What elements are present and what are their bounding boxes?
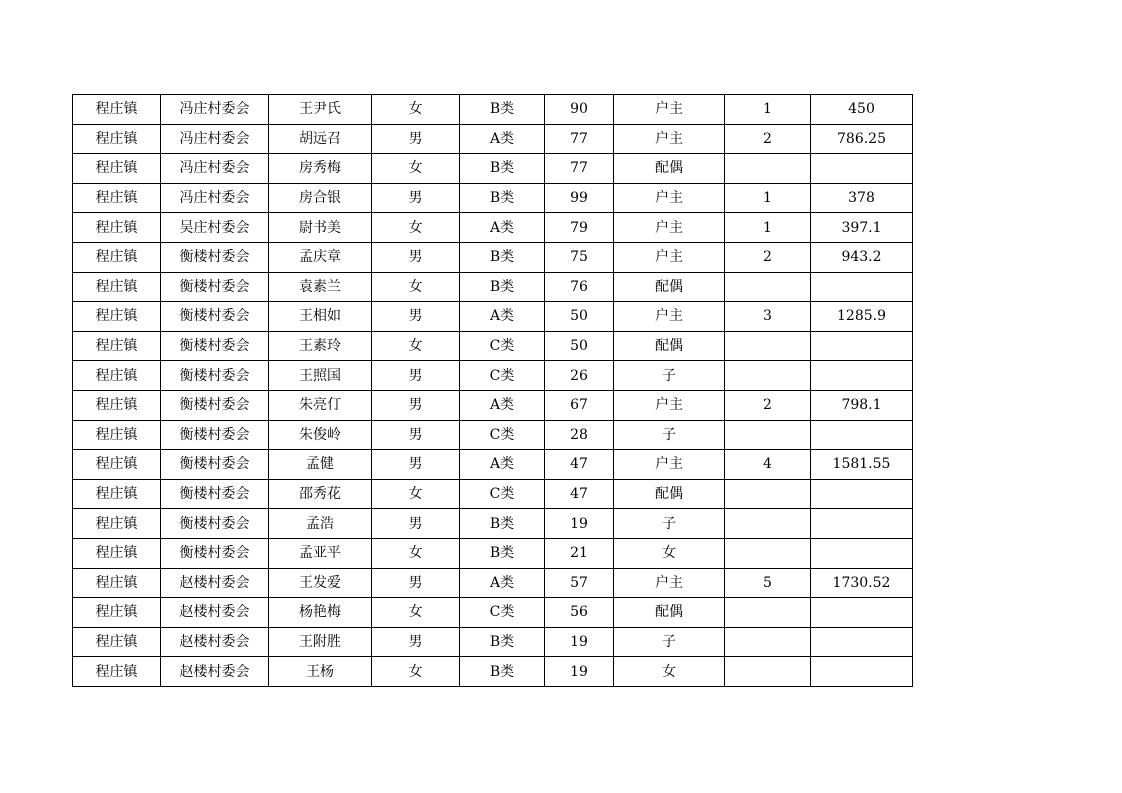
age-cell: 57 [545, 568, 614, 598]
relation-cell: 子 [614, 627, 725, 657]
gender-cell: 女 [372, 213, 460, 243]
category-cell: B类 [460, 538, 545, 568]
name-cell: 王素玲 [269, 331, 372, 361]
relation-cell: 配偶 [614, 331, 725, 361]
town-cell: 程庄镇 [73, 331, 161, 361]
gender-cell: 女 [372, 95, 460, 125]
category-cell: B类 [460, 657, 545, 687]
gender-cell: 女 [372, 538, 460, 568]
town-cell: 程庄镇 [73, 450, 161, 480]
amount-cell: 1581.55 [811, 450, 913, 480]
village-cell: 赵楼村委会 [161, 598, 269, 628]
amount-cell [811, 627, 913, 657]
table-row [73, 331, 913, 361]
relation-cell: 户主 [614, 213, 725, 243]
household-size-cell: 5 [725, 568, 811, 598]
name-cell: 邵秀花 [269, 479, 372, 509]
age-cell: 19 [545, 657, 614, 687]
household-size-cell [725, 657, 811, 687]
gender-cell: 男 [372, 390, 460, 420]
relation-cell: 女 [614, 538, 725, 568]
relation-cell: 女 [614, 657, 725, 687]
category-cell: A类 [460, 213, 545, 243]
relation-cell: 户主 [614, 95, 725, 125]
category-cell: A类 [460, 390, 545, 420]
town-cell: 程庄镇 [73, 213, 161, 243]
village-cell: 衡楼村委会 [161, 538, 269, 568]
household-size-cell [725, 272, 811, 302]
village-cell: 冯庄村委会 [161, 95, 269, 125]
village-cell: 衡楼村委会 [161, 509, 269, 539]
name-cell: 杨艳梅 [269, 598, 372, 628]
village-cell: 衡楼村委会 [161, 450, 269, 480]
amount-cell [811, 538, 913, 568]
gender-cell: 男 [372, 183, 460, 213]
relation-cell: 户主 [614, 390, 725, 420]
gender-cell: 男 [372, 124, 460, 154]
name-cell: 房合银 [269, 183, 372, 213]
name-cell: 王尹氏 [269, 95, 372, 125]
household-size-cell [725, 627, 811, 657]
relation-cell: 配偶 [614, 598, 725, 628]
gender-cell: 女 [372, 479, 460, 509]
town-cell: 程庄镇 [73, 390, 161, 420]
table-row [73, 154, 913, 184]
table-row [73, 272, 913, 302]
age-cell: 47 [545, 479, 614, 509]
village-cell: 冯庄村委会 [161, 183, 269, 213]
household-size-cell: 4 [725, 450, 811, 480]
village-cell: 衡楼村委会 [161, 390, 269, 420]
category-cell: C类 [460, 479, 545, 509]
name-cell: 朱俊岭 [269, 420, 372, 450]
gender-cell: 女 [372, 598, 460, 628]
gender-cell: 男 [372, 568, 460, 598]
age-cell: 77 [545, 124, 614, 154]
category-cell: B类 [460, 242, 545, 272]
town-cell: 程庄镇 [73, 95, 161, 125]
village-cell: 赵楼村委会 [161, 568, 269, 598]
amount-cell [811, 479, 913, 509]
name-cell: 孟亚平 [269, 538, 372, 568]
category-cell: B类 [460, 509, 545, 539]
category-cell: C类 [460, 361, 545, 391]
age-cell: 21 [545, 538, 614, 568]
relation-cell: 配偶 [614, 272, 725, 302]
amount-cell [811, 420, 913, 450]
household-size-cell: 2 [725, 124, 811, 154]
name-cell: 孟庆章 [269, 242, 372, 272]
category-cell: B类 [460, 272, 545, 302]
category-cell: A类 [460, 124, 545, 154]
age-cell: 19 [545, 509, 614, 539]
table-row [73, 242, 913, 272]
name-cell: 朱亮仃 [269, 390, 372, 420]
household-size-cell: 2 [725, 390, 811, 420]
household-size-cell [725, 538, 811, 568]
amount-cell [811, 272, 913, 302]
name-cell: 孟浩 [269, 509, 372, 539]
age-cell: 79 [545, 213, 614, 243]
table-row [73, 538, 913, 568]
town-cell: 程庄镇 [73, 420, 161, 450]
relation-cell: 户主 [614, 568, 725, 598]
village-cell: 衡楼村委会 [161, 331, 269, 361]
town-cell: 程庄镇 [73, 657, 161, 687]
town-cell: 程庄镇 [73, 538, 161, 568]
gender-cell: 男 [372, 361, 460, 391]
relation-cell: 户主 [614, 450, 725, 480]
age-cell: 76 [545, 272, 614, 302]
name-cell: 王杨 [269, 657, 372, 687]
gender-cell: 女 [372, 657, 460, 687]
age-cell: 19 [545, 627, 614, 657]
town-cell: 程庄镇 [73, 509, 161, 539]
gender-cell: 男 [372, 627, 460, 657]
village-cell: 冯庄村委会 [161, 124, 269, 154]
household-size-cell: 2 [725, 242, 811, 272]
village-cell: 赵楼村委会 [161, 627, 269, 657]
amount-cell: 378 [811, 183, 913, 213]
household-size-cell [725, 154, 811, 184]
relation-cell: 户主 [614, 302, 725, 332]
age-cell: 50 [545, 302, 614, 332]
table-row [73, 390, 913, 420]
town-cell: 程庄镇 [73, 627, 161, 657]
gender-cell: 女 [372, 331, 460, 361]
gender-cell: 男 [372, 302, 460, 332]
name-cell: 王发爱 [269, 568, 372, 598]
amount-cell [811, 361, 913, 391]
table-row [73, 302, 913, 332]
amount-cell: 450 [811, 95, 913, 125]
category-cell: B类 [460, 627, 545, 657]
age-cell: 50 [545, 331, 614, 361]
village-cell: 衡楼村委会 [161, 302, 269, 332]
age-cell: 67 [545, 390, 614, 420]
relation-cell: 配偶 [614, 154, 725, 184]
category-cell: A类 [460, 568, 545, 598]
household-size-cell: 1 [725, 95, 811, 125]
household-size-cell [725, 479, 811, 509]
table-row [73, 95, 913, 125]
amount-cell: 397.1 [811, 213, 913, 243]
age-cell: 26 [545, 361, 614, 391]
table-row [73, 213, 913, 243]
household-size-cell [725, 509, 811, 539]
gender-cell: 男 [372, 509, 460, 539]
town-cell: 程庄镇 [73, 568, 161, 598]
relation-cell: 子 [614, 361, 725, 391]
village-cell: 衡楼村委会 [161, 479, 269, 509]
age-cell: 28 [545, 420, 614, 450]
age-cell: 99 [545, 183, 614, 213]
age-cell: 56 [545, 598, 614, 628]
village-cell: 冯庄村委会 [161, 154, 269, 184]
household-size-cell: 1 [725, 213, 811, 243]
table-row [73, 657, 913, 687]
amount-cell [811, 331, 913, 361]
amount-cell [811, 509, 913, 539]
household-size-cell [725, 361, 811, 391]
table-row [73, 450, 913, 480]
age-cell: 90 [545, 95, 614, 125]
relation-cell: 子 [614, 509, 725, 539]
village-cell: 衡楼村委会 [161, 272, 269, 302]
name-cell: 尉书美 [269, 213, 372, 243]
town-cell: 程庄镇 [73, 124, 161, 154]
gender-cell: 女 [372, 272, 460, 302]
relation-cell: 子 [614, 420, 725, 450]
gender-cell: 男 [372, 450, 460, 480]
age-cell: 75 [545, 242, 614, 272]
amount-cell: 1285.9 [811, 302, 913, 332]
age-cell: 47 [545, 450, 614, 480]
table-row [73, 479, 913, 509]
town-cell: 程庄镇 [73, 242, 161, 272]
relation-cell: 配偶 [614, 479, 725, 509]
village-cell: 衡楼村委会 [161, 242, 269, 272]
household-size-cell [725, 598, 811, 628]
gender-cell: 男 [372, 420, 460, 450]
amount-cell: 786.25 [811, 124, 913, 154]
village-cell: 吴庄村委会 [161, 213, 269, 243]
table-row [73, 509, 913, 539]
village-cell: 衡楼村委会 [161, 420, 269, 450]
table-row [73, 598, 913, 628]
name-cell: 孟健 [269, 450, 372, 480]
town-cell: 程庄镇 [73, 272, 161, 302]
category-cell: B类 [460, 95, 545, 125]
category-cell: C类 [460, 598, 545, 628]
category-cell: A类 [460, 450, 545, 480]
amount-cell [811, 154, 913, 184]
town-cell: 程庄镇 [73, 361, 161, 391]
town-cell: 程庄镇 [73, 154, 161, 184]
amount-cell [811, 598, 913, 628]
category-cell: C类 [460, 331, 545, 361]
table-row [73, 627, 913, 657]
category-cell: A类 [460, 302, 545, 332]
village-cell: 衡楼村委会 [161, 361, 269, 391]
roster-table [72, 94, 913, 687]
name-cell: 王附胜 [269, 627, 372, 657]
category-cell: B类 [460, 183, 545, 213]
relation-cell: 户主 [614, 124, 725, 154]
name-cell: 王相如 [269, 302, 372, 332]
household-size-cell [725, 420, 811, 450]
household-size-cell [725, 331, 811, 361]
amount-cell [811, 657, 913, 687]
gender-cell: 男 [372, 242, 460, 272]
category-cell: C类 [460, 420, 545, 450]
roster-body [73, 95, 913, 687]
name-cell: 袁素兰 [269, 272, 372, 302]
amount-cell: 798.1 [811, 390, 913, 420]
town-cell: 程庄镇 [73, 479, 161, 509]
table-row [73, 361, 913, 391]
town-cell: 程庄镇 [73, 183, 161, 213]
name-cell: 王照国 [269, 361, 372, 391]
village-cell: 赵楼村委会 [161, 657, 269, 687]
age-cell: 77 [545, 154, 614, 184]
town-cell: 程庄镇 [73, 598, 161, 628]
amount-cell: 943.2 [811, 242, 913, 272]
table-row [73, 420, 913, 450]
household-size-cell: 3 [725, 302, 811, 332]
town-cell: 程庄镇 [73, 302, 161, 332]
gender-cell: 女 [372, 154, 460, 184]
table-row [73, 568, 913, 598]
table-row [73, 124, 913, 154]
table-row [73, 183, 913, 213]
relation-cell: 户主 [614, 242, 725, 272]
household-size-cell: 1 [725, 183, 811, 213]
name-cell: 胡远召 [269, 124, 372, 154]
category-cell: B类 [460, 154, 545, 184]
name-cell: 房秀梅 [269, 154, 372, 184]
amount-cell: 1730.52 [811, 568, 913, 598]
relation-cell: 户主 [614, 183, 725, 213]
